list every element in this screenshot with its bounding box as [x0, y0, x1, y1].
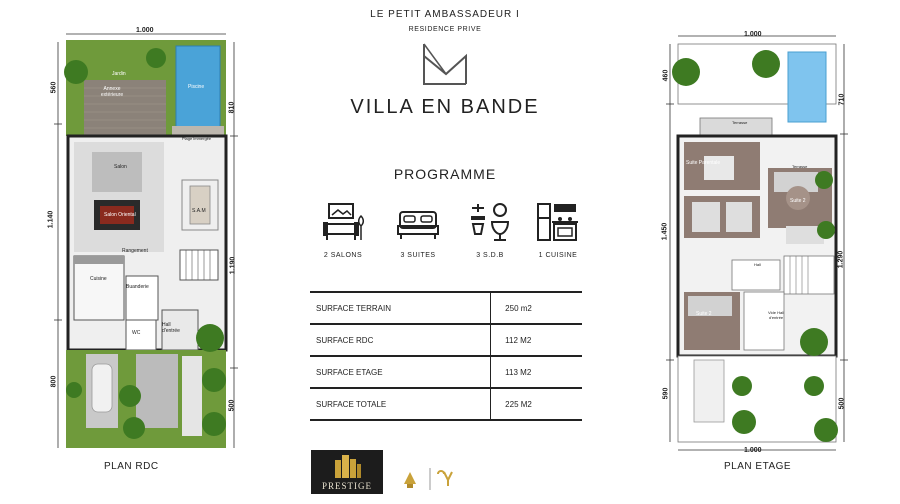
room-label: Vide Hall d'entrée: [768, 310, 784, 320]
partner-logos: [400, 466, 460, 497]
dim-label: 560: [50, 81, 58, 94]
surface-value: 250 m2: [491, 292, 582, 324]
project-name: LE PETIT AMBASSADEUR I: [370, 9, 520, 20]
program-item-cuisine: [523, 202, 593, 259]
project-logo-icon: [420, 42, 470, 91]
table-row: [310, 356, 582, 388]
room-label: S.A.M: [192, 208, 206, 214]
program-label: 3 SUITES: [400, 252, 436, 259]
surface-table: [310, 291, 582, 421]
program-label: 1 CUISINE: [538, 252, 578, 259]
surface-label: SURFACE RDC: [310, 324, 491, 356]
dim-label: 1.000: [136, 27, 154, 34]
room-label: Hall d'entrée: [162, 322, 180, 334]
room-label: Salon Oriental: [104, 212, 136, 218]
room-label: Suite Parentale: [686, 160, 721, 166]
surface-label: SURFACE ETAGE: [310, 356, 491, 388]
kitchen-icon: [536, 202, 580, 242]
dim-label: 810: [228, 101, 236, 114]
project-subtitle: RESIDENCE PRIVE: [408, 26, 482, 33]
room-label: Annexe extérieure: [100, 86, 124, 98]
dim-label: 500: [228, 399, 236, 412]
room-label: Cuisine: [90, 276, 107, 282]
room-label: Piscine: [188, 84, 205, 90]
table-row: [310, 388, 582, 420]
brand-name: PRESTIGE: [321, 481, 372, 491]
room-label: Plage immergée: [182, 136, 212, 141]
dim-label: 1.450: [661, 222, 669, 241]
room-label: Salon: [114, 164, 127, 170]
program-label: 3 S.D.B: [476, 252, 504, 259]
dim-label: 800: [50, 375, 58, 388]
dim-label: 1.140: [47, 210, 55, 229]
program-item-suites: [383, 202, 453, 259]
program-item-sdb: [455, 202, 525, 259]
plan-etage-drawing: [664, 30, 864, 458]
plan-rdc-drawing: [44, 28, 250, 456]
room-label: Suite 2: [696, 311, 712, 317]
bed-icon: [396, 202, 440, 242]
room-label: WC: [132, 330, 141, 336]
program-label: 2 SALONS: [323, 252, 363, 259]
dim-label: 1.290: [837, 250, 845, 269]
dim-label: 1.000: [744, 447, 762, 454]
dim-label: 710: [838, 93, 846, 106]
table-row: [310, 324, 582, 356]
room-label: Suite 2: [790, 198, 806, 204]
room-label: Hall: [754, 262, 761, 267]
sofa-icon: [321, 202, 365, 242]
page-title: VILLA EN BANDE: [350, 96, 540, 118]
room-label: Terrasse: [792, 164, 808, 169]
dim-label: 500: [838, 397, 846, 410]
room-label: Rangement: [122, 248, 148, 254]
surface-value: 113 M2: [491, 356, 582, 388]
program-item-salons: [308, 202, 378, 259]
room-label: Terrasse: [732, 120, 748, 125]
bathroom-icon: [468, 202, 512, 242]
room-label: Buanderie: [126, 284, 149, 290]
surface-value: 112 M2: [491, 324, 582, 356]
table-row: [310, 292, 582, 324]
dim-label: 1.190: [229, 256, 237, 275]
surface-label: SURFACE TOTALE: [310, 388, 491, 420]
plan-rdc-label: PLAN RDC: [104, 461, 159, 472]
program-heading: PROGRAMME: [393, 166, 497, 182]
surface-value: 225 M2: [491, 388, 582, 420]
surface-label: SURFACE TERRAIN: [310, 292, 491, 324]
plan-etage-label: PLAN ETAGE: [724, 461, 792, 472]
room-label: Jardin: [112, 71, 126, 77]
dim-label: 590: [662, 387, 670, 400]
prestige-logo: [311, 450, 383, 494]
dim-label: 460: [662, 69, 670, 82]
dim-label: 1.000: [744, 31, 762, 38]
